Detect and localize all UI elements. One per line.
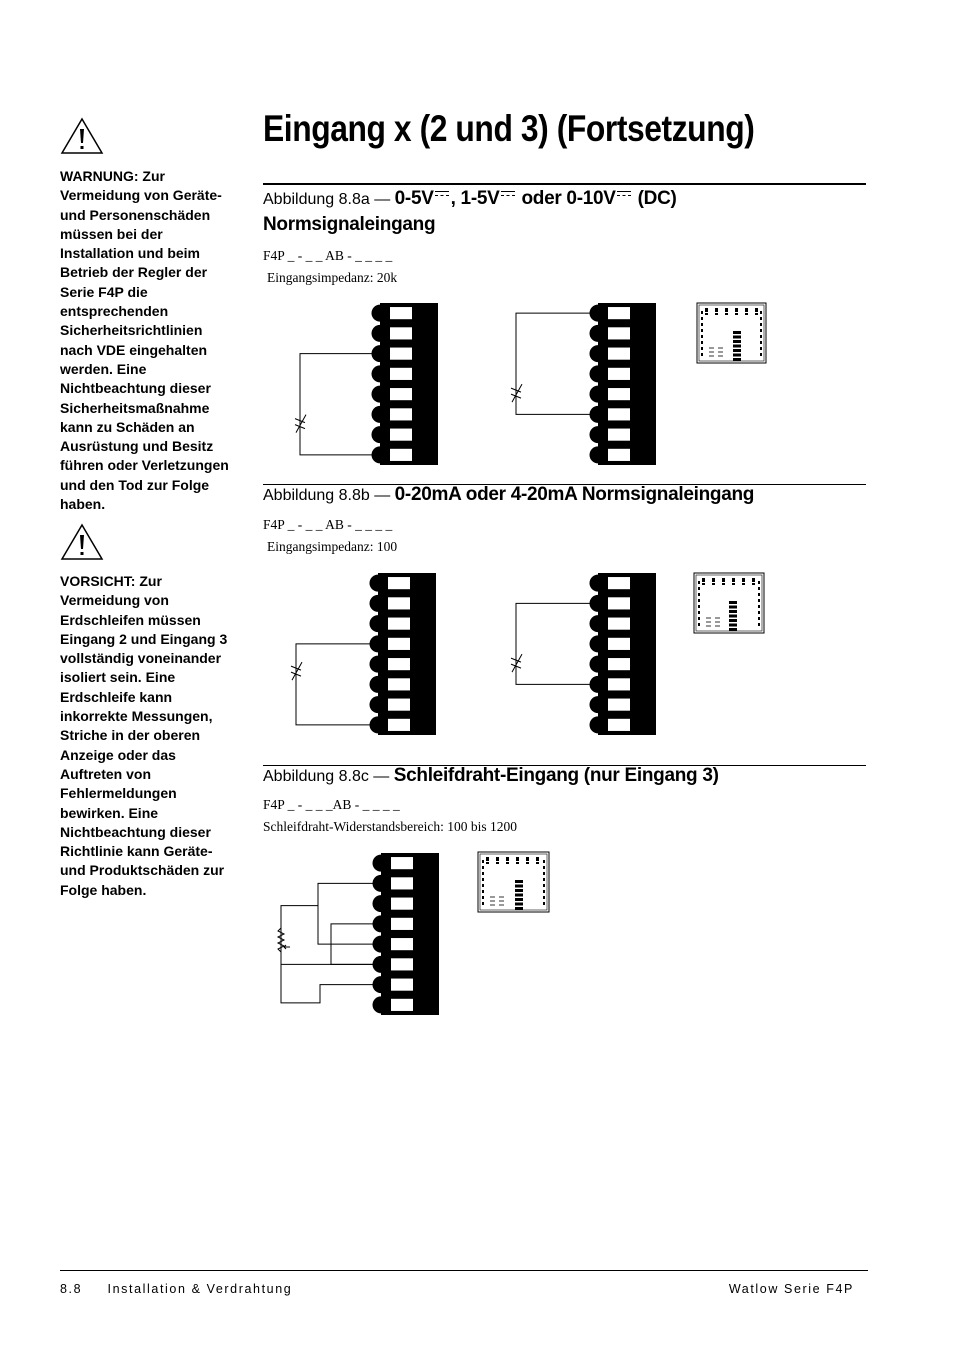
figure-caption-a: Abbildung 8.8a — 0-5V , 1-5V oder 0-10V (DC) — [263, 188, 677, 209]
figure-caption-a-line2: Normsignaleingang — [263, 214, 436, 235]
terminal-lug — [589, 635, 606, 652]
highlight-pin — [515, 889, 523, 892]
wire — [300, 354, 386, 455]
pin — [706, 621, 711, 623]
highlight-pin — [515, 880, 523, 883]
pin — [702, 583, 705, 585]
pin — [752, 583, 755, 585]
pin — [722, 583, 725, 585]
highlight-pin — [729, 619, 737, 622]
figure-caption-b: Abbildung 8.8b — 0-20mA oder 4-20mA Normsignaleingang — [263, 484, 755, 505]
highlight-pin — [729, 606, 737, 609]
terminal-slot — [390, 388, 412, 400]
pin — [758, 599, 760, 602]
terminal-slot — [608, 678, 630, 690]
wire — [281, 906, 386, 1003]
terminal-slot — [608, 577, 630, 589]
pin — [760, 347, 762, 350]
footer-rule — [60, 1270, 868, 1271]
pin — [722, 578, 725, 582]
highlight-pin — [733, 345, 741, 348]
wiper-arrow-icon — [284, 945, 290, 949]
pin — [701, 323, 703, 326]
terminal-slot — [391, 999, 413, 1011]
pin — [758, 593, 760, 596]
terminal-slot — [390, 368, 412, 380]
pin — [706, 625, 711, 627]
pin — [752, 578, 755, 582]
terminal-slot — [608, 449, 630, 461]
terminal-slot — [608, 348, 630, 360]
pin — [536, 857, 539, 861]
terminal-lug — [589, 345, 606, 362]
pin — [698, 593, 700, 596]
input-impedance: Eingangsimpedanz: 100 — [267, 539, 398, 554]
highlight-pin — [515, 903, 523, 906]
terminal-lug — [589, 365, 606, 382]
terminal-slot — [608, 408, 630, 420]
terminal-slot — [390, 429, 412, 441]
highlight-pin — [515, 898, 523, 901]
pin — [701, 341, 703, 344]
terminal-slot — [388, 638, 410, 650]
highlight-pin — [729, 624, 737, 627]
terminal-slot — [390, 449, 412, 461]
pin — [499, 896, 504, 898]
pin — [758, 581, 760, 584]
pin — [745, 313, 748, 315]
pin — [760, 317, 762, 320]
pin — [702, 578, 705, 582]
terminal-lug — [589, 696, 606, 713]
pin — [536, 862, 539, 864]
terminal-lug — [589, 575, 606, 592]
pin — [715, 308, 718, 312]
pin — [758, 605, 760, 608]
pin — [490, 900, 495, 902]
terminal-lug — [371, 386, 388, 403]
terminal-lug — [369, 696, 386, 713]
pin — [526, 862, 529, 864]
pin — [482, 896, 484, 899]
terminal-slot — [608, 699, 630, 711]
highlight-pin — [729, 628, 737, 631]
pin — [543, 866, 545, 869]
terminal-lug — [589, 446, 606, 463]
pin — [543, 878, 545, 881]
terminal-slot — [608, 597, 630, 609]
terminal-lug — [372, 996, 389, 1013]
terminal-lug — [371, 305, 388, 322]
pin — [718, 351, 723, 353]
terminal-lug — [589, 386, 606, 403]
pin — [526, 857, 529, 861]
highlight-pin — [733, 354, 741, 357]
terminal-slot — [391, 898, 413, 910]
pin — [760, 311, 762, 314]
highlight-pin — [733, 336, 741, 339]
pin — [735, 308, 738, 312]
pin — [701, 353, 703, 356]
terminal-lug — [589, 716, 606, 733]
highlight-pin — [733, 349, 741, 352]
page-title: Eingang x (2 und 3) (Fortsetzung) — [263, 108, 755, 149]
pin — [490, 896, 495, 898]
highlight-pin — [515, 907, 523, 910]
pin — [760, 335, 762, 338]
pin — [712, 578, 715, 582]
terminal-slot — [388, 658, 410, 670]
caution-text: VORSICHT: Zur Vermeidung von Erdschleifen müssen Eingang 2 und Eingang 3 vollständig voneinander isoliert sein. Eine Erdschleife kann inkorrekte Messungen, Striche in der oberen Anzeige oder das Auftreten von Fehlermeldungen bewirken. Eine Nichtbeachtung dieser Richtlinie kann Geräte- und Produktschäden zur Folge haben. — [60, 573, 228, 898]
pin — [712, 583, 715, 585]
pin — [482, 884, 484, 887]
terminal-slot — [608, 429, 630, 441]
pin — [543, 902, 545, 905]
pin — [496, 857, 499, 861]
pin — [742, 578, 745, 582]
input-impedance: Eingangsimpedanz: 20k — [267, 270, 398, 285]
pin — [490, 904, 495, 906]
terminal-slot — [390, 307, 412, 319]
pin — [701, 335, 703, 338]
pin — [758, 587, 760, 590]
terminal-slot — [388, 618, 410, 630]
pin — [760, 353, 762, 356]
terminal-lug — [372, 855, 389, 872]
terminal-lug — [371, 325, 388, 342]
highlight-pin — [729, 615, 737, 618]
pin — [760, 341, 762, 344]
pin — [543, 872, 545, 875]
terminal-slot — [390, 327, 412, 339]
pin — [482, 890, 484, 893]
highlight-pin — [733, 358, 741, 361]
pin — [543, 890, 545, 893]
model-code: F4P _ - _ _ AB - _ _ _ _ — [263, 517, 393, 532]
pin — [698, 611, 700, 614]
pin — [718, 347, 723, 349]
pin — [758, 623, 760, 626]
terminal-lug — [371, 426, 388, 443]
highlight-pin — [729, 601, 737, 604]
pin — [701, 317, 703, 320]
terminal-lug — [372, 895, 389, 912]
pin — [482, 860, 484, 863]
terminal-slot — [608, 658, 630, 670]
terminal-slot — [391, 857, 413, 869]
terminal-slot — [388, 577, 410, 589]
pin — [705, 313, 708, 315]
pin — [701, 311, 703, 314]
pin — [486, 857, 489, 861]
footer-right: Watlow Serie F4P — [728, 1282, 854, 1296]
pin — [755, 308, 758, 312]
terminal-slot — [390, 348, 412, 360]
pin — [758, 611, 760, 614]
terminal-slot — [608, 327, 630, 339]
pin — [482, 866, 484, 869]
terminal-lug — [371, 406, 388, 423]
terminal-lug — [589, 426, 606, 443]
pin — [499, 900, 504, 902]
pin — [499, 904, 504, 906]
highlight-pin — [733, 340, 741, 343]
pin — [735, 313, 738, 315]
pin — [482, 878, 484, 881]
footer-left: 8.8 Installation & Verdrahtung — [60, 1282, 293, 1296]
terminal-slot — [391, 877, 413, 889]
pin — [506, 857, 509, 861]
highlight-pin — [729, 610, 737, 613]
pin — [516, 857, 519, 861]
pin — [760, 329, 762, 332]
warning-text: WARNUNG: Zur Vermeidung von Geräte- und Personenschäden müssen bei der Installation und beim Betrieb der Regler der Serie F4P die entsprechenden Sicherheitsrichtlinien nach VDE eingehalten werden. Eine Nichtbeachtung dieser Sicherheitsmaßnahme kann zu Schäden an Ausrüstung und Besitz führen oder Verletzungen und den Tod zur Folge haben. — [60, 168, 229, 513]
terminal-slot — [388, 597, 410, 609]
pin — [732, 578, 735, 582]
terminal-slot — [388, 678, 410, 690]
terminal-lug — [369, 575, 386, 592]
terminal-slot — [388, 699, 410, 711]
terminal-slot — [388, 719, 410, 731]
terminal-slot — [391, 979, 413, 991]
terminal-slot — [608, 618, 630, 630]
model-code: F4P _ - _ _ _AB - _ _ _ _ — [263, 797, 400, 812]
terminal-slot — [391, 918, 413, 930]
pin — [709, 351, 714, 353]
pin — [543, 884, 545, 887]
terminal-slot — [608, 638, 630, 650]
pin — [698, 605, 700, 608]
pin — [755, 313, 758, 315]
figure-caption-c: Abbildung 8.8c — Schleifdraht-Eingang (nur Eingang 3) — [263, 765, 719, 786]
pin — [706, 617, 711, 619]
pin — [543, 896, 545, 899]
pin — [705, 308, 708, 312]
highlight-pin — [515, 894, 523, 897]
pin — [516, 862, 519, 864]
terminal-lug — [589, 656, 606, 673]
terminal-lug — [369, 595, 386, 612]
pin — [543, 860, 545, 863]
pin — [725, 313, 728, 315]
resistance-range: Schleifdraht-Widerstandsbereich: 100 bis 1200 — [263, 819, 518, 834]
terminal-lug — [369, 656, 386, 673]
pin — [701, 347, 703, 350]
wire — [318, 883, 386, 944]
pin — [709, 347, 714, 349]
pin — [760, 323, 762, 326]
terminal-lug — [371, 365, 388, 382]
terminal-slot — [391, 958, 413, 970]
pin — [698, 599, 700, 602]
terminal-slot — [608, 307, 630, 319]
terminal-slot — [391, 938, 413, 950]
pin — [701, 329, 703, 332]
terminal-lug — [369, 615, 386, 632]
terminal-slot — [608, 368, 630, 380]
terminal-slot — [390, 408, 412, 420]
pin — [742, 583, 745, 585]
pin — [496, 862, 499, 864]
pin — [715, 625, 720, 627]
pin — [725, 308, 728, 312]
pin — [482, 872, 484, 875]
pin — [486, 862, 489, 864]
pin — [715, 617, 720, 619]
terminal-lug — [589, 325, 606, 342]
terminal-lug — [589, 615, 606, 632]
pin — [698, 617, 700, 620]
pin — [482, 902, 484, 905]
pin — [698, 623, 700, 626]
wire — [516, 313, 604, 414]
pin — [698, 587, 700, 590]
pin — [715, 313, 718, 315]
pin — [718, 355, 723, 357]
pin — [698, 581, 700, 584]
model-code: F4P _ - _ _ AB - _ _ _ _ — [263, 248, 393, 263]
pin — [506, 862, 509, 864]
highlight-pin — [515, 885, 523, 888]
highlight-pin — [733, 331, 741, 334]
pin — [709, 355, 714, 357]
terminal-lug — [369, 676, 386, 693]
pin — [732, 583, 735, 585]
pin — [745, 308, 748, 312]
terminal-slot — [608, 388, 630, 400]
terminal-slot — [608, 719, 630, 731]
pin — [715, 621, 720, 623]
pin — [758, 617, 760, 620]
